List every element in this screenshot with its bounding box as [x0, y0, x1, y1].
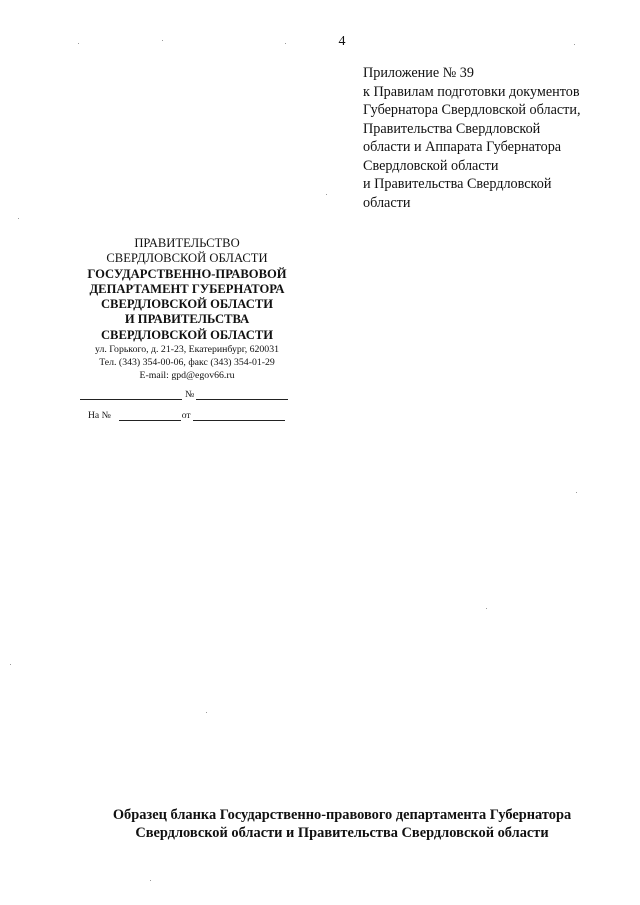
department-line: ГОСУДАРСТВЕННО-ПРАВОВОЙ [87, 266, 287, 281]
scan-speck [326, 194, 327, 195]
registration-fields [80, 384, 300, 426]
department-line: И ПРАВИТЕЛЬСТВА [124, 312, 250, 327]
appendix-line: Губернатора Свердловской области, [363, 102, 581, 118]
scan-speck [206, 712, 207, 713]
reference-row [80, 405, 300, 421]
scan-speck [18, 218, 19, 219]
scan-speck [10, 664, 11, 665]
scan-speck [285, 43, 286, 44]
email-line: E-mail: gpd@egov66.ru [139, 370, 235, 382]
caption-line: Свердловской области и Правительства Свердловской области [135, 825, 549, 841]
scan-speck [78, 43, 79, 44]
appendix-line: Приложение № 39 [363, 65, 474, 81]
letterhead [80, 236, 294, 383]
document-caption [0, 806, 640, 842]
government-line: ПРАВИТЕЛЬСТВО [134, 236, 240, 250]
page-number: 4 [338, 34, 346, 49]
department-line: ДЕПАРТАМЕНТ ГУБЕРНАТОРА [89, 281, 285, 296]
ref-label: На № [88, 410, 111, 421]
appendix-line: области [363, 194, 411, 211]
scan-speck [574, 44, 575, 45]
scan-speck [150, 880, 151, 881]
appendix-line: Правительства Свердловской [363, 120, 541, 137]
appendix-line: к Правилам подготовки документов [363, 83, 580, 100]
contact-details [80, 343, 294, 383]
phone-line: Тел. (343) 354-00-06, факс (343) 354-01-29 [99, 357, 275, 369]
address-line: ул. Горького, д. 21-23, Екатеринбург, 620031 [94, 344, 279, 356]
outgoing-number-row [80, 384, 300, 400]
date-blank [80, 389, 182, 400]
number-blank [196, 389, 288, 400]
department-line: СВЕРДЛОВСКОЙ ОБЛАСТИ [100, 297, 274, 312]
department-name [80, 267, 294, 343]
government-name [80, 236, 294, 267]
ref-date-blank [193, 410, 285, 421]
government-line: СВЕРДЛОВСКОЙ ОБЛАСТИ [106, 251, 268, 266]
scan-speck [486, 608, 487, 609]
scan-speck [576, 492, 577, 493]
number-sign: № [185, 389, 195, 400]
caption-line: Образец бланка Государственно-правового департамента Губернатора [112, 807, 572, 823]
appendix-block [363, 64, 633, 212]
department-line: СВЕРДЛОВСКОЙ ОБЛАСТИ [100, 327, 274, 342]
appendix-line: и Правительства Свердловской [363, 176, 552, 192]
from-label: от [181, 410, 191, 421]
appendix-line: Свердловской области [363, 157, 499, 174]
scan-speck [162, 40, 163, 41]
ref-number-blank [119, 410, 181, 421]
appendix-line: области и Аппарата Губернатора [363, 139, 562, 155]
